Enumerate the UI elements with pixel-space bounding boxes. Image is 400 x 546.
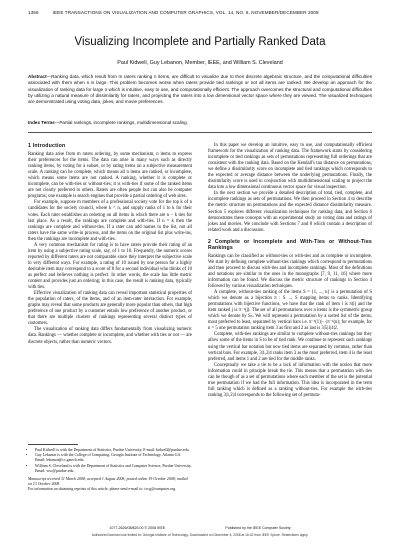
header-divider: [28, 132, 372, 133]
manuscript-note: Manuscript received 31 March 2008; accepted 1 August 2008; posted online 19 October 2008; mailed on 13 October 2008.: [28, 477, 188, 487]
reprints-note: For information on obtaining reprints of this article, please send e-mail to: tvcg@computer.org.: [28, 487, 177, 492]
footnote-list: [28, 448, 192, 474]
paragraph: Effective visualization of ranking data can reveal important statistical properties of the population of raters, of the items, and of an item-rater interaction. For example, graphs may reveal that some products are generally more popular than others, that high preference of one product by a customer entails low preference of another product, or that there are multiple clusters of rankings representing several distinct types of customers.: [28, 291, 192, 327]
paragraph: A complete, without-ties ranking of the items S = {1, ..., n} is a permutation of S which we denote as a bijection π : S → S mapping items to ranks. Identifying permutations with bijective functions, we have that the rank of item i is π(i) and the item ranked j is π⁻¹(j). The set of all permutations over n items is the symmetric group which we denote by Sₙ. We will represent a permutation by a sorted list of the items, most preferred to least, separated by vertical bars i.e. π⁻¹(1)|···|π⁻¹(n); for example, for n = 5 one permutation ranking item 3 as first and 2 as last is 3|5|1|4|2.: [208, 290, 372, 332]
copyright-line: [28, 526, 372, 530]
abstract-text: —Ranking data, which result from m raters ranking n items, are difficult to visualize due to their discrete algebraic structure, and the computational difficulties associated with them when n is large. This problem becomes worse when raters provide tied rankings or not all items are ranked. We develop an approach for the visualization of ranking data for large n which is intuitive, easy to use, and computationally efficient. The approach overcomes the structural and computational difficulties by utilizing a natural measure of dissimilarity for raters, and projecting the raters into a low dimensional vector space where they are viewed. The visualized techniques are demonstrated using voting data, jokes, and movie preferences.: [28, 74, 372, 105]
footnote-divider: [28, 444, 78, 445]
left-column: [28, 143, 192, 346]
download-notice: Authorized licensed use limited to: Georgia Institute of Technology. Downloaded on December 4, 2008 at 16:42 from IEEE Xplore. Restrictions apply.: [91, 533, 309, 537]
page-number: 1356: [28, 10, 39, 15]
author-list: Paul Kidwell, Guy Lebanon, Member, IEEE, and William S. Cleveland: [117, 60, 283, 66]
running-head: [28, 10, 372, 15]
copyright-code: 1077-2626/08/$25.00 © 2008 IEEE: [109, 526, 166, 530]
section-1-heading: 1 Introduction: [28, 143, 66, 149]
publisher-note: Published by the IEEE Computer Society: [225, 526, 291, 530]
index-terms-label: Index Terms: [28, 120, 55, 125]
paper-title: Visualizing Incomplete and Partially Ranked Data: [74, 36, 326, 48]
paragraph: The visualization of ranking data differs fundamentally from visualizing numeric data. Rankings — whether complete or incomplete, and whether with ties or not — are discrete objects, rather than numeric vectors.: [28, 327, 192, 345]
footnotes: [28, 444, 192, 493]
paragraph: Complete, with-ties rankings are similar to complete without-ties rankings but they allow some of the items in S to be of tied rank. We continue to represent such rankings using the vertical bar notation but now tied items are separated by commas, rather than vertical bars. For example, 3|1,2|4 ranks item 3 as the most preferred, item 4 is the least preferred, and items 1 and 2 are tied for the middle ranks.: [208, 332, 372, 362]
paragraph: In this paper we develop an intuitive, easy to use, and computationally efficient framework for the visualization of ranking data. The framework starts by considering incomplete or tied rankings as sets of permutations representing full orderings that are consistent with the ranking data. Based on the Kendall's tau distance on permutations, we define a dissimilarity score on incomplete and tied rankings which corresponds to the expected or average distance between the underlying permutations. Finally, the dissimilarity score is used in conjunction with multidimensional scaling to project the data into a low dimensional continuous vector space for visual inspection.: [208, 143, 372, 191]
abstract: [28, 74, 372, 105]
index-terms-text: —Partial rankings, incomplete rankings, multidimensional scaling.: [54, 120, 189, 125]
paragraph: Ranking data arise from m raters ordering, by some mechanism, n items to express their preferences for the items. The data can arise in many ways such as directly ranking items, by voting for a subset, or by rating items on a subjective measurement scale. A ranking can be complete, which means all n items are ranked, or incomplete, which means some items are not ranked. A ranking, whether it is complete or incomplete, can be with-ties or without-ties; it is with-ties if some of the ranked items are not clearly preferred to others. Raters are often people but can also be computer programs; one example is search engines that provide a partial ordering of web sites.: [28, 152, 192, 200]
index-terms: [28, 120, 372, 125]
paragraph: For example, suppose m members of a professional society vote for the top k of n candidates for the society council, where k < n, and supply ranks of 1 to k for their votes. Each rater establishes an ordering on all items in which there are n − k ties for last place. As a result, the rankings are complete and with-ties. If n = k then the rankings are complete and without-ties. If a rater can add names to the list, not all raters have the same write-in process, and the items on the original list plus write-ins, then the rankings are incomplete and with-ties.: [28, 200, 192, 242]
journal-name: IEEE TRANSACTIONS ON VISUALIZATION AND COMPUTER GRAPHICS, VOL. 14, NO. 6, NOVEMBER/DECEMBER 2008: [52, 10, 319, 15]
section-2-heading: 2 Complete or Incomplete and With-Ties or Without-Ties Rankings: [208, 238, 372, 251]
right-column: [208, 143, 372, 399]
footnote-item: • William S. Cleveland is with the Department of Statistics and Computer Science, Purdue University, Email: wsc@purdue.edu.: [35, 464, 192, 474]
paragraph: Conceptually we take a tie to be a lack of information with the notion that more information could in principle break the tie. This means that a permutation with ties can be though of as a set of permutations where each member of the set is the potential true permutation if we had the full information. This idea is incorporated in the term full ranking which is defined as a ranking without-ties. For example the with-ties ranking 3|1,2|4 corresponds to the following set of permuta-: [208, 362, 372, 398]
footnote-item: • Guy Lebanon is with the College of Computing, Georgia Institute of Technology, Atlanta GA. Email: lebanon@cc.gatech.edu.: [35, 453, 192, 463]
paragraph: In the next section we provide a detailed description of total, tied, complete, and incomplete rankings as sets of permutations. We then proceed in Section 4 to describe the metric structure on permutations and the expected distance dissimilarity measure. Section 5 explores different visualization techniques for ranking data, and Section 6 demonstrates these concepts with an experimental study on voting data and ratings of jokes and movies. We conclude with Sections 7 and 8 which contain a description of related work and a discussion.: [208, 191, 372, 233]
paragraph: A very common mechanism for rating is to have raters provide their rating of an item by using a subjective rating scale, say, of 1 to 10. Frequently, the numeric scores reported by different raters are not comparable since they interpret the subjective scale in very different ways. For example, a rating of 10 issued by one person for a highly desirable item may correspond to a score of 8 for a second individual who thinks of 10 as perfect and believes nothing is perfect. In other words, the scale has little metric content and provides just an ordering; in this case, the result is ranking data, typically with ties.: [28, 242, 192, 291]
abstract-label: Abstract: [28, 74, 47, 79]
paragraph: Rankings can be classified as without-ties or with-ties and as complete or incomplete. We start by defining complete without-ties rankings which correspond to permutations and then proceed to discuss with-ties and incomplete rankings. Most of the definitions and notations are similar to the ones in the monographs [7, 9, 11, 16] where more information can be found. We discuss the metric structure of rankings in Section 4 followed by various visualization techniques.: [208, 253, 372, 290]
footnote-item: • Paul Kidwell is with the Department of Statistics, Purdue University, E-mail: kidwell@purdue.edu.: [35, 448, 192, 453]
